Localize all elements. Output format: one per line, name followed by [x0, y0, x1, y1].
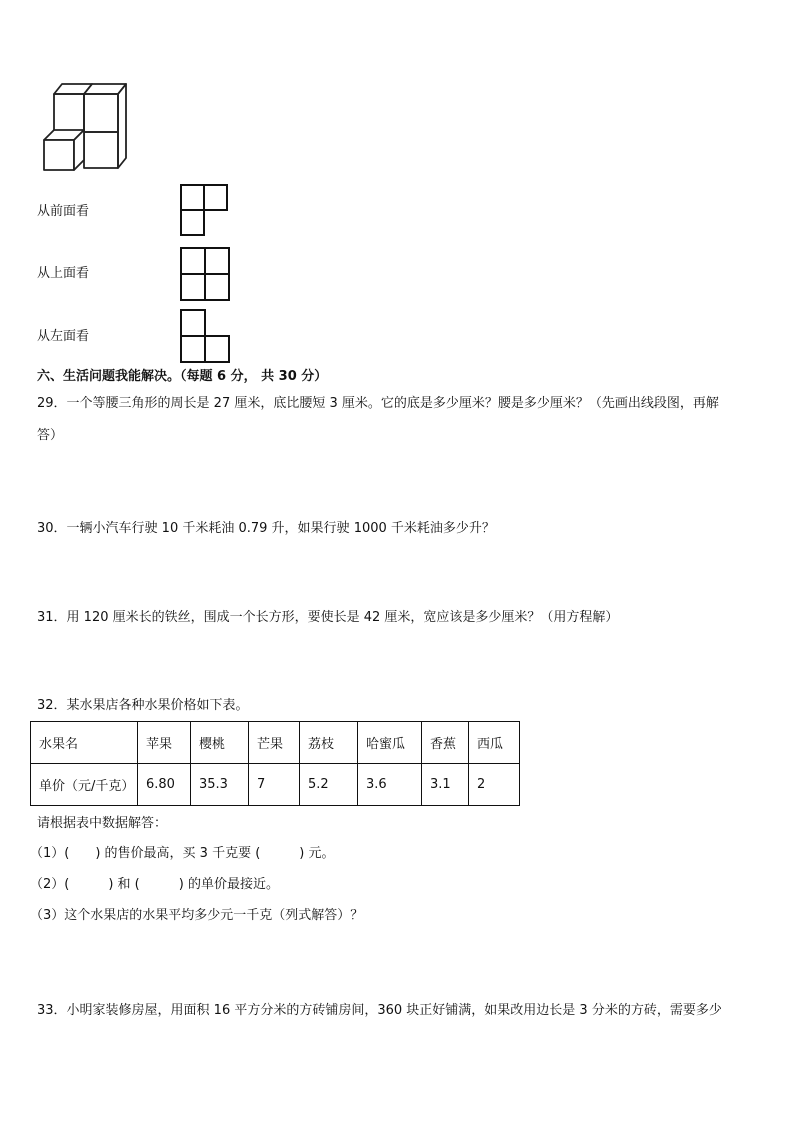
table-cell: 3.6 [358, 764, 422, 806]
question-29-line1: 29．一个等腰三角形的周长是 27 厘米，底比腰短 3 厘米。它的底是多少厘米？腰是多少厘米？（先画出线段图，再解 [37, 396, 719, 411]
table-cell: 3.1 [422, 764, 469, 806]
section-6-heading: 六、生活问题我能解决。（每题 6 分， 共 30 分） [37, 369, 328, 384]
front-view-figure [180, 184, 230, 238]
table-cell: 5.2 [300, 764, 358, 806]
table-cell: 35.3 [191, 764, 249, 806]
table-header-cell: 芒果 [249, 722, 300, 764]
question-32-intro: 32．某水果店各种水果价格如下表。 [37, 698, 249, 713]
top-view-figure [180, 247, 232, 303]
left-view-figure [180, 309, 232, 365]
table-header-row [31, 722, 520, 764]
table-cell: 2 [469, 764, 520, 806]
table-header-cell: 西瓜 [469, 722, 520, 764]
top-view-label: 从上面看 [37, 266, 90, 281]
question-32-sub1: （1）( ) 的售价最高，买 3 千克要 ( ) 元。 [30, 846, 335, 861]
table-header-cell: 荔枝 [300, 722, 358, 764]
table-header-cell: 苹果 [138, 722, 191, 764]
table-header-cell: 水果名 [31, 722, 138, 764]
fruit-price-table [30, 721, 520, 806]
table-cell: 6.80 [138, 764, 191, 806]
question-32-sub3: （3）这个水果店的水果平均多少元一千克（列式解答）？ [30, 908, 364, 923]
question-30: 30．一辆小汽车行驶 10 千米耗油 0.79 升，如果行驶 1000 千米耗油多少升？ [37, 521, 495, 536]
question-32-sub2: （2）( ) 和 ( ) 的单价最接近。 [30, 877, 279, 892]
table-header-cell: 哈蜜瓜 [358, 722, 422, 764]
cube-stack-figure [40, 80, 132, 175]
front-view-label: 从前面看 [37, 204, 90, 219]
question-29-line2: 答） [37, 428, 64, 443]
question-33: 33．小明家装修房屋，用面积 16 平方分米的方砖铺房间，360 块正好铺满，如果改用边长是 3 分米的方砖，需要多少 [37, 1003, 722, 1018]
table-header-cell: 樱桃 [191, 722, 249, 764]
table-row [31, 764, 520, 806]
table-cell: 7 [249, 764, 300, 806]
question-32-prompt: 请根据表中数据解答： [37, 816, 168, 831]
left-view-label: 从左面看 [37, 329, 90, 344]
table-header-cell: 香蕉 [422, 722, 469, 764]
table-cell: 单价（元/千克） [31, 764, 138, 806]
question-31: 31．用 120 厘米长的铁丝，围成一个长方形，要使长是 42 厘米，宽应该是多少厘米？（用方程解） [37, 610, 619, 625]
